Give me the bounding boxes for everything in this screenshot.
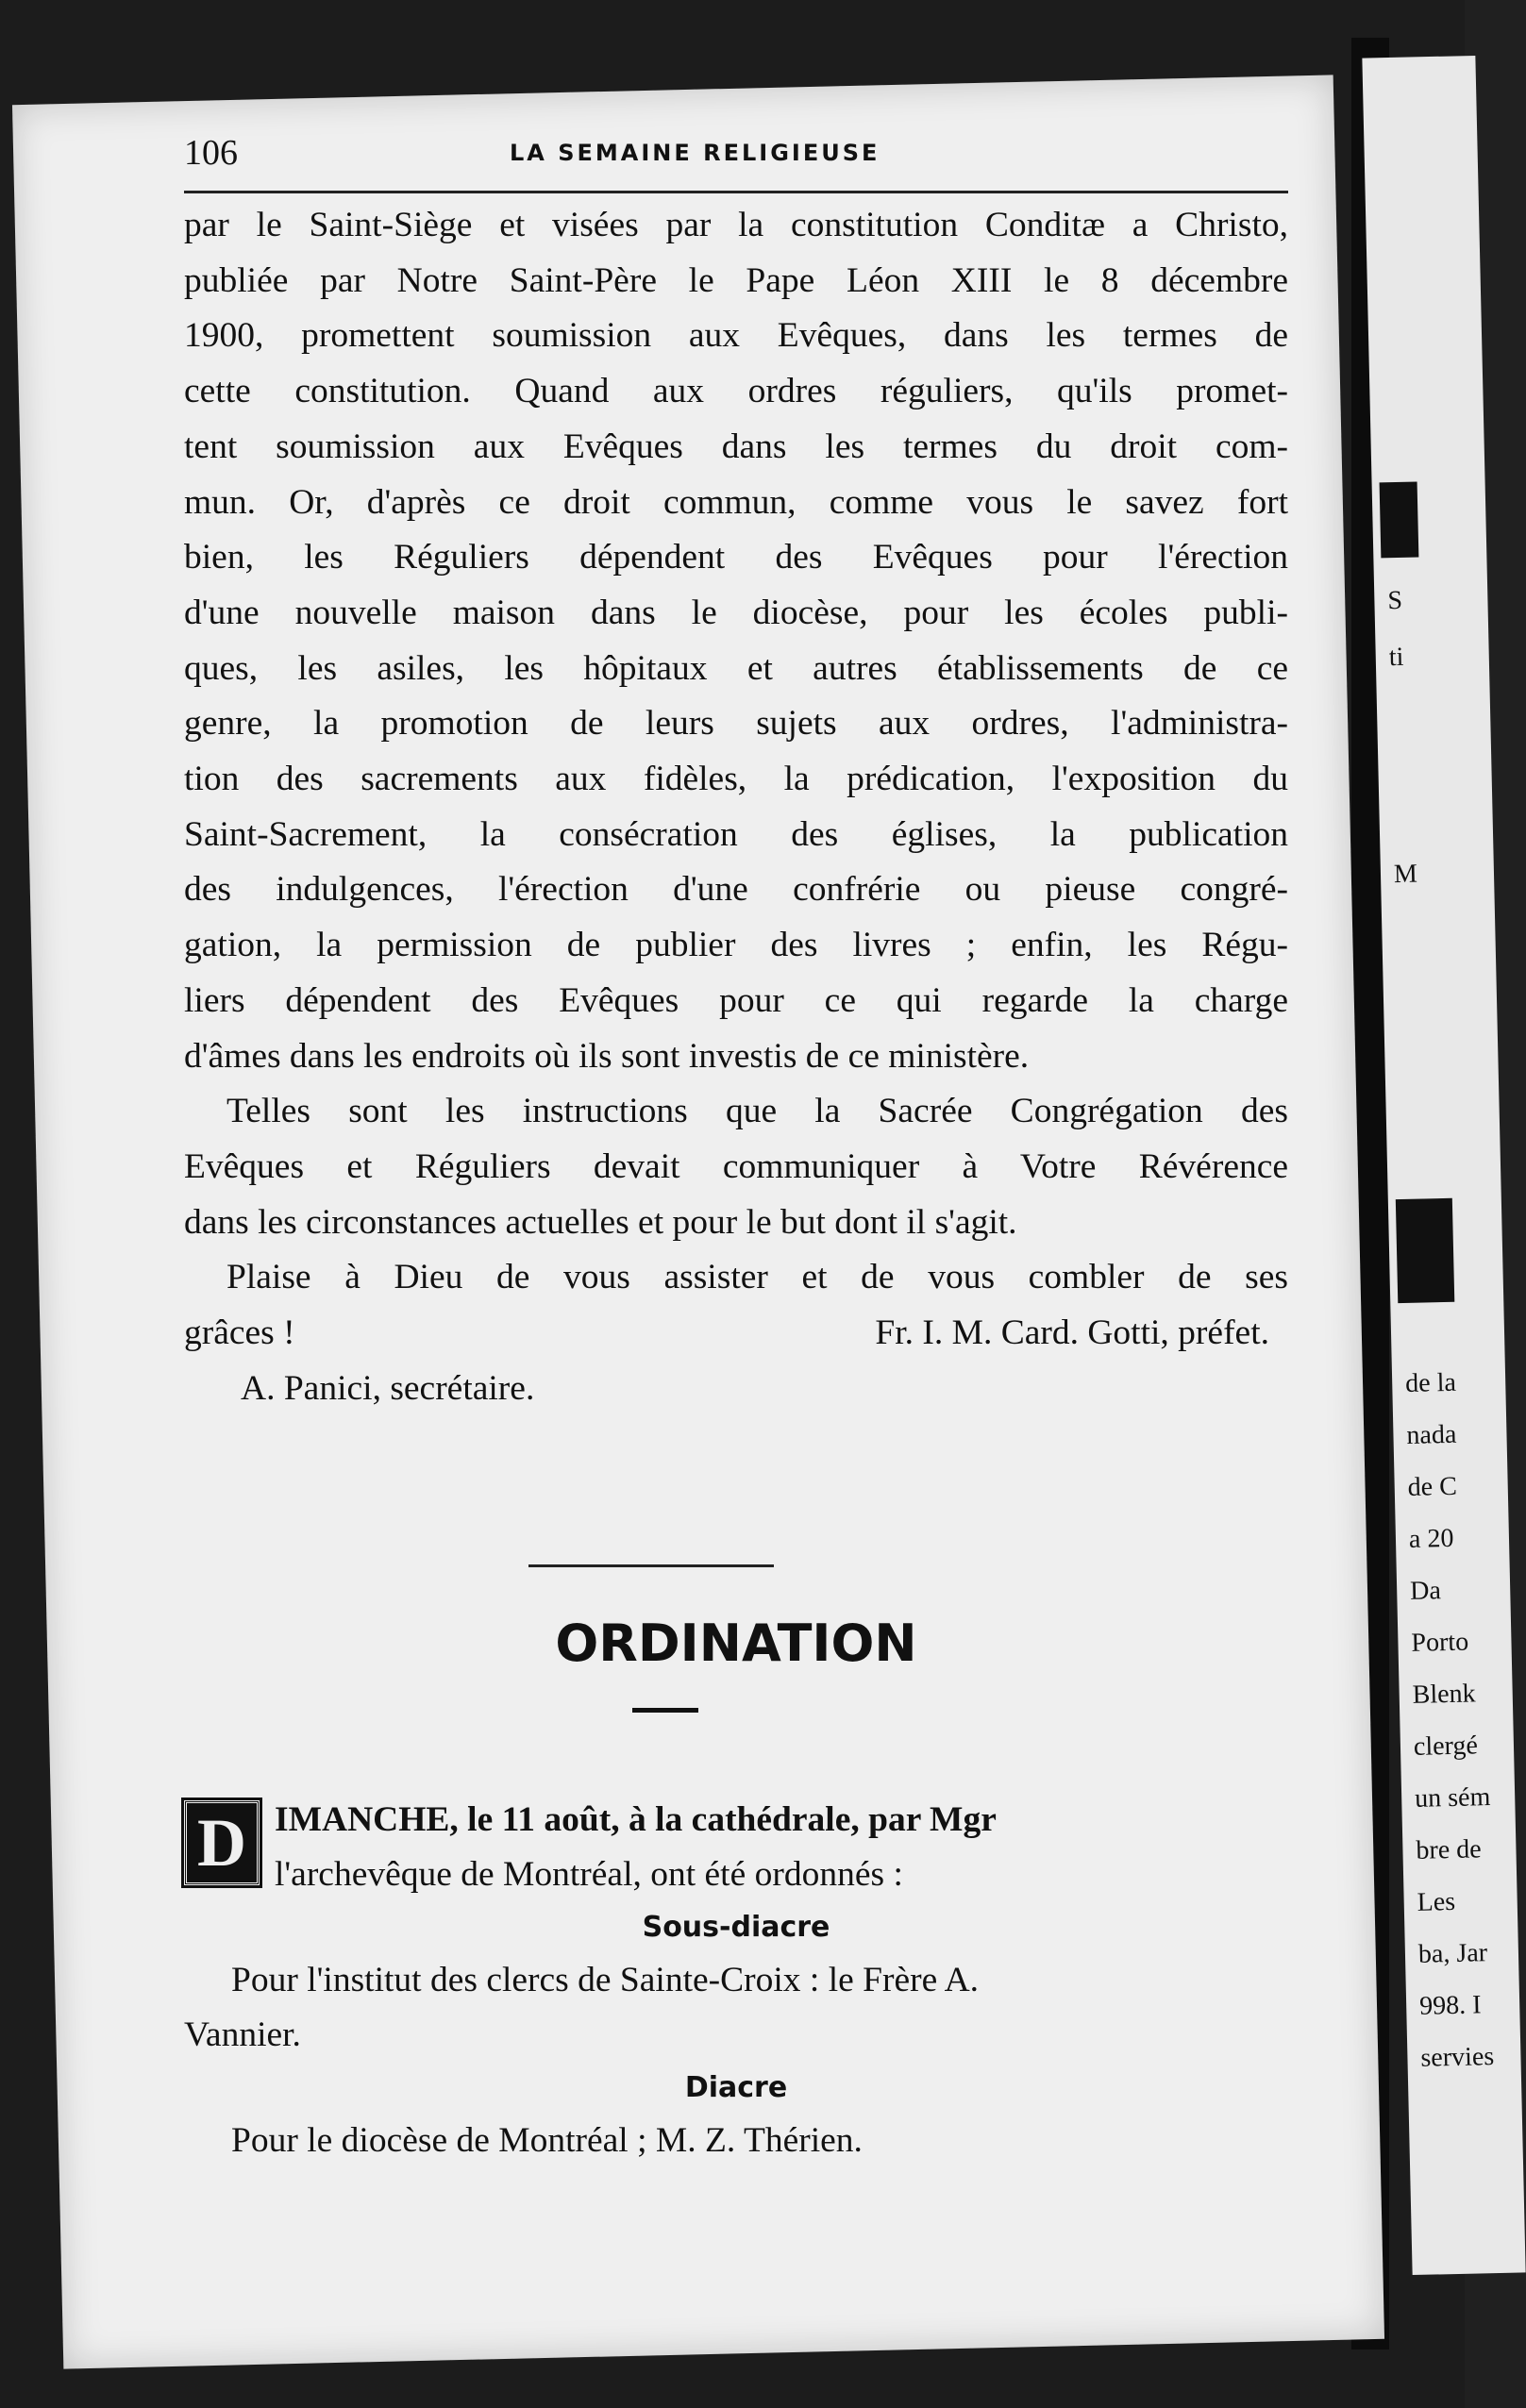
subdeacon-entry-continued: Vannier.: [184, 2015, 301, 2054]
facing-page-ornament-fragment: [1396, 1198, 1454, 1303]
facing-page-dropcap-fragment: [1380, 481, 1419, 558]
page-number: 106: [184, 133, 238, 173]
facing-page-fragment: clergé: [1413, 1731, 1479, 1762]
secretary-signature: A. Panici, secrétaire.: [241, 1368, 535, 1408]
text-line: Plaise à Dieu de vous assister et de vous combler de ses: [226, 1258, 1288, 1297]
subdeacon-entry: Pour l'institut des clercs de Sainte-Croix : le Frère A.: [231, 1961, 980, 1999]
text-line: cette constitution. Quand aux ordres réguliers, qu'ils promet-: [184, 372, 1288, 411]
ordination-notice: [184, 1793, 1288, 2168]
text-line: gation, la permission de publier des livres ; enfin, les Régu-: [184, 926, 1288, 965]
text-line: 1900, promettent soumission aux Evêques, dans les termes de: [184, 316, 1288, 356]
facing-page-fragment: a 20: [1408, 1523, 1454, 1554]
text-line: Saint-Sacrement, la consécration des églises, la publication: [184, 814, 1288, 854]
facing-page-fragment: 998. I: [1418, 1990, 1482, 2021]
facing-page-fragment: ti: [1388, 642, 1404, 673]
facing-page-fragment: de C: [1407, 1471, 1458, 1502]
closing-text: grâces !: [184, 1313, 295, 1353]
facing-page-fragment: Porto: [1411, 1627, 1469, 1658]
text-line: par le Saint-Siège et visées par la constitution Conditæ a Christo,: [184, 206, 1288, 244]
subdeacon-heading: Sous-diacre: [642, 1911, 830, 1944]
facing-page-fragment: bre de: [1416, 1834, 1482, 1865]
facing-page-fragment: Les: [1417, 1886, 1456, 1917]
text-line: Telles sont les instructions que la Sacrée Congrégation des: [226, 1092, 1288, 1131]
text-line: mun. Or, d'après ce droit commun, comme vous le savez fort: [184, 482, 1288, 522]
header-rule: [184, 191, 1288, 193]
section-divider: [528, 1564, 774, 1567]
text-line: Evêques et Réguliers devait communiquer à Votre Révérence: [184, 1146, 1288, 1186]
facing-page-fragment: Da: [1409, 1576, 1442, 1606]
facing-page-fragment: servies: [1420, 2042, 1495, 2073]
prefect-signature: Fr. I. M. Card. Gotti, préfet.: [875, 1313, 1269, 1353]
facing-page-fragment: Blenk: [1412, 1679, 1476, 1710]
closing-and-prefect-signature: [184, 1306, 1288, 1362]
text-line: des indulgences, l'érection d'une confrérie ou pieuse congré-: [184, 870, 1288, 910]
running-title: LA SEMAINE RELIGIEUSE: [510, 140, 880, 166]
deacon-heading: Diacre: [684, 2071, 788, 2104]
text-line: liers dépendent des Evêques pour ce qui regarde la charge: [184, 980, 1288, 1020]
decorative-dropcap: D: [184, 1800, 260, 1885]
text-line: genre, la promotion de leurs sujets aux ordres, l'administra-: [184, 704, 1288, 744]
text-line: d'une nouvelle maison dans le diocèse, pour les écoles publi-: [184, 593, 1288, 632]
letter-body: [184, 198, 1288, 1416]
page-header: [184, 132, 1288, 189]
facing-page-fragment: M: [1393, 859, 1418, 890]
title-underline: [632, 1708, 698, 1713]
ordination-intro-line: IMANCHE, le 11 août, à la cathédrale, par Mgr: [275, 1800, 997, 1839]
text-line: publiée par Notre Saint-Père le Pape Léon XIII le 8 décembre: [184, 260, 1288, 300]
facing-page-fragment: un sém: [1414, 1782, 1491, 1814]
facing-page-fragment: de la: [1404, 1367, 1457, 1398]
facing-page-fragment: S: [1387, 585, 1403, 616]
text-line: dans les circonstances actuelles et pour le but dont il s'agit.: [184, 1202, 1017, 1242]
text-line: ques, les asiles, les hôpitaux et autres établissements de ce: [184, 648, 1288, 688]
deacon-entry: Pour le diocèse de Montréal ; M. Z. Thérien.: [231, 2121, 863, 2160]
text-line: tent soumission aux Evêques dans les termes du droit com-: [184, 426, 1288, 466]
facing-page-fragment: ba, Jar: [1417, 1938, 1488, 1969]
text-line: bien, les Réguliers dépendent des Evêques pour l'érection: [184, 538, 1288, 577]
ordination-intro-line: l'archevêque de Montréal, ont été ordonnés :: [275, 1855, 903, 1894]
text-line: d'âmes dans les endroits où ils sont investis de ce ministère.: [184, 1036, 1030, 1076]
facing-page-fragment: nada: [1406, 1419, 1457, 1450]
text-line: tion des sacrements aux fidèles, la prédication, l'exposition du: [184, 760, 1288, 799]
section-title: ORDINATION: [555, 1614, 917, 1673]
